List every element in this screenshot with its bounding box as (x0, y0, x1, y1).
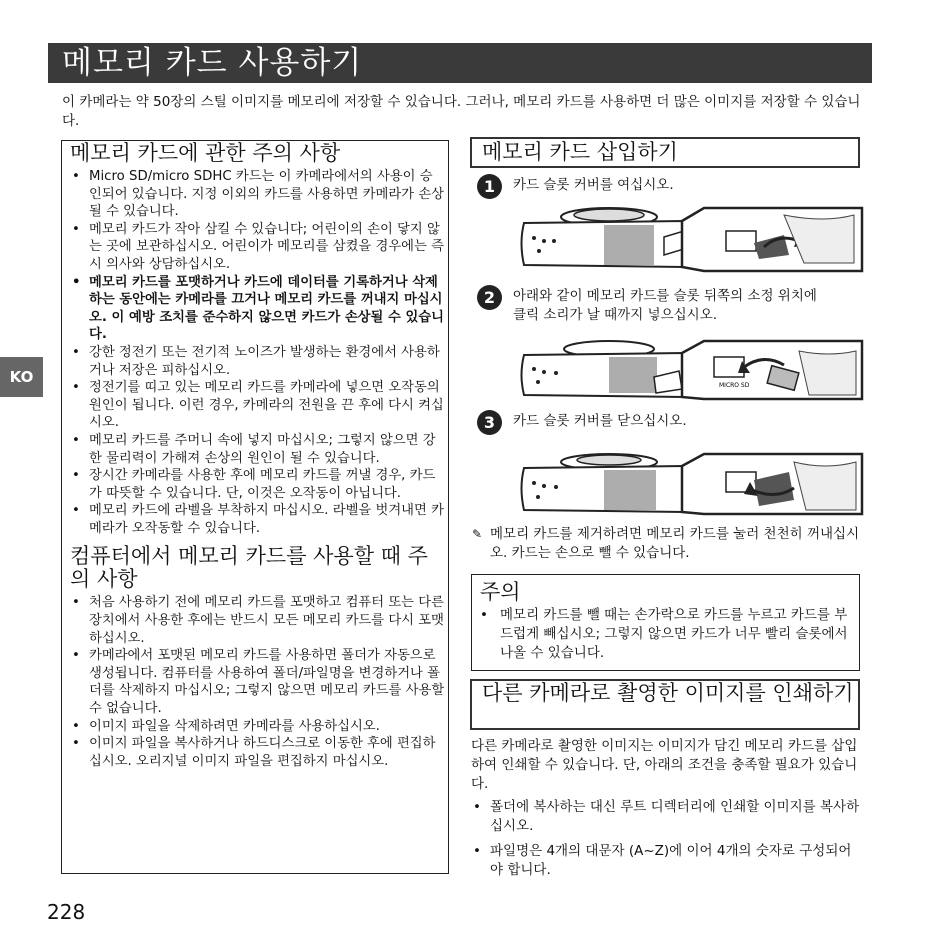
list-item: • 카메라에서 포맷된 메모리 카드를 사용하면 폴더가 자동으로 생성됩니다. 컴퓨터를 사용하여 폴더/파일명을 변경하거나 폴더를 삭제하지 마십시오; 그렇지 않으면 메모리 카드를 사용할 수 없습니다. (70, 647, 445, 717)
list-item: • 이미지 파일을 복사하거나 하드디스크로 이동한 후에 편집하십시오. 오리지널 이미지 파일을 편집하지 마십시오. (70, 735, 445, 770)
other-camera-heading-box (470, 679, 860, 730)
list-item: • 메모리 카드를 포맷하거나 카드에 데이터를 기록하거나 삭제하는 동안에는 카메라를 끄거나 메모리 카드를 꺼내지 마십시오. 이 예방 조치를 준수하지 않으면 카드가 손상될 수 있습니다. (70, 274, 445, 344)
step-text: 아래와 같이 메모리 카드를 슬롯 뒤쪽의 소정 위치에 클릭 소리가 날 때까지 넣으십시오. (513, 288, 817, 323)
page-number: 228 (47, 900, 86, 924)
caution-box (471, 574, 860, 671)
insert-heading: 메모리 카드 삽입하기 (482, 140, 678, 164)
caution-list (472, 604, 859, 663)
title-bar (48, 43, 872, 83)
intro-text: 이 카메라는 약 50장의 스틸 이미지를 메모리에 저장할 수 있습니다. 그러나, 메모리 카드를 사용하면 더 많은 이미지를 저장할 수 있습니다. (62, 94, 861, 129)
page-title: 메모리 카드 사용하기 (62, 45, 363, 81)
camera-close-cover-illustration (514, 450, 864, 518)
insert-heading-box (470, 137, 860, 168)
step-number-icon: 1 (477, 174, 502, 199)
step-text: 카드 슬롯 커버를 닫으십시오. (513, 413, 687, 429)
other-camera-list (471, 798, 863, 880)
list-item: • 강한 정전기 또는 전기적 노이즈가 발생하는 환경에서 사용하거나 저장은 피하십시오. (70, 344, 445, 379)
precautions-content (70, 142, 445, 770)
list-item: • 폴더에 복사하는 대신 루트 디렉터리에 인쇄할 이미지를 복사하십시오. (471, 798, 863, 836)
computer-use-heading: 컴퓨터에서 메모리 카드를 사용할 때 주의 사항 (70, 544, 428, 592)
list-item: • 메모리 카드에 라벨을 부착하지 마십시오. 라벨을 벗겨내면 카메라가 오작동할 수 있습니다. (70, 502, 445, 537)
camera-insert-card-illustration (514, 337, 864, 403)
tip-text: 메모리 카드를 제거하려면 메모리 카드를 눌러 천천히 꺼내십시오. 카드는 손으로 뺄 수 있습니다. (490, 526, 860, 561)
language-tab: KO (0, 357, 43, 397)
list-item: • 처음 사용하기 전에 메모리 카드를 포맷하고 컴퓨터 또는 다른 장치에서 사용한 후에는 반드시 모든 메모리 카드를 다시 포맷하십시오. (70, 594, 445, 647)
other-camera-content (471, 737, 863, 880)
step-number-icon: 2 (477, 285, 502, 310)
other-camera-body: 다른 카메라로 촬영한 이미지는 이미지가 담긴 메모리 카드를 삽입하여 인쇄할 수 있습니다. 단, 아래의 조건을 충족할 필요가 있습니다. (471, 738, 858, 792)
pen-icon: ✎ (472, 527, 483, 541)
camera-open-cover-illustration (514, 203, 864, 275)
list-item: • 이미지 파일을 삭제하려면 카메라를 사용하십시오. (70, 718, 445, 736)
list-item: • 메모리 카드를 주머니 속에 넣지 마십시오; 그렇지 않으면 강한 물리력이 가해져 손상의 원인이 될 수 있습니다. (70, 432, 445, 467)
list-item: • 파일명은 4개의 대문자 (A~Z)에 이어 4개의 숫자로 구성되어야 합니다. (471, 842, 863, 880)
step-text: 카드 슬롯 커버를 여십시오. (513, 177, 674, 193)
list-item: • Micro SD/micro SDHC 카드는 이 카메라에서의 사용이 승인되어 있습니다. 지정 이외의 카드를 사용하면 카메라가 손상될 수 있습니다. (70, 168, 445, 221)
other-camera-heading: 다른 카메라로 촬영한 이미지를 인쇄하기 (482, 681, 854, 705)
list-item: • 정전기를 띠고 있는 메모리 카드를 카메라에 넣으면 오작동의 원인이 됩니다. 이런 경우, 카메라의 전원을 끈 후에 다시 켜십시오. (70, 379, 445, 432)
slot-label: MICRO SD (719, 382, 750, 389)
list-item: • 메모리 카드를 뺄 때는 손가락으로 카드를 누르고 카드를 부드럽게 빼십시오; 그렇지 않으면 카드가 너무 빨리 슬롯에서 나올 수 있습니다. (478, 606, 853, 663)
list-item: • 장시간 카메라를 사용한 후에 메모리 카드를 꺼낼 경우, 카드가 따뜻할 수 있습니다. 단, 이것은 오작동이 아닙니다. (70, 467, 445, 502)
caution-heading: 주의 (480, 580, 521, 604)
step-number-icon: 3 (477, 410, 502, 435)
tip-note (472, 525, 872, 563)
list-item: • 메모리 카드가 작아 삼킬 수 있습니다; 어린이의 손이 닿지 않는 곳에 보관하십시오. 어린이가 메모리를 삼켰을 경우에는 즉시 의사와 상담하십시오. (70, 221, 445, 274)
precautions-heading: 메모리 카드에 관한 주의 사항 (70, 141, 341, 165)
precautions-list (70, 168, 445, 537)
computer-use-list (70, 594, 445, 770)
